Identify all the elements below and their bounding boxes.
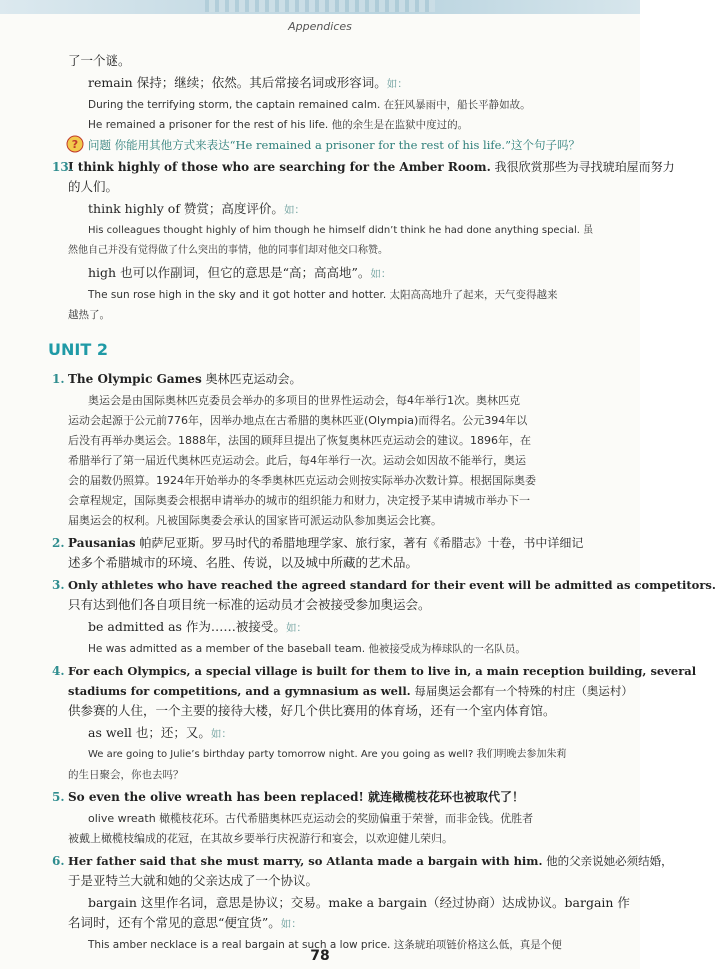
question-line: ? 问题 你能用其他方式来表达“He remained a prisoner for the rest of his life.”这个句子吗？ [88,136,580,154]
text-line: stadiums for competitions, and a gymnasium as well. 每届奥运会都有一个特殊的村庄（奥运村） [68,684,633,698]
running-header: Appendices [288,20,352,33]
vocab-line: high 也可以作副词，但它的意思是“高；高高地”。如： [88,265,392,280]
example-line: The sun rose high in the sky and it got hotter and hotter. 太阳高高地升了起来，天气变得越来 [88,289,558,301]
example-line: This amber necklace is a real bargain at such a low price. 这条琥珀项链价格这么低，真是个便 [88,939,562,951]
text-line: olive wreath 橄榄枝花环。古代希腊奥林匹克运动会的奖励偏重于荣誉，而非金钱。优胜者 [88,812,534,825]
example-line: 越热了。 [68,309,110,321]
svg-text:?: ? [71,138,79,151]
text-line: 只有达到他们各自项目统一标准的运动员才会被接受参加奥运会。 [68,597,431,612]
vocab-line: be admitted as 作为……被接受。如： [88,619,307,634]
example-line: His colleagues thought highly of him though he himself didn’t think he had done anything special. 虽 [88,225,594,236]
vocab-line: think highly of 赞赏；高度评价。如： [88,201,305,216]
entry-2: 2. Pausanias 帕萨尼亚斯。罗马时代的希腊地理学家、旅行家，著有《希腊志》十卷，书中详细记 [52,536,584,550]
example-line: During the terrifying storm, the captain remained calm. 在狂风暴雨中，船长平静如故。 [88,99,531,111]
entry-6: 6. Her father said that she must marry, so Atlanta made a bargain with him. 他的父亲说她必须结婚， [52,854,673,868]
vocab-line: as well 也；还；又。如： [88,725,232,740]
entry-5: 5. So even the olive wreath has been replaced! 就连橄榄枝花环也被取代了！ [52,790,524,804]
example-line: We are going to Julie’s birthday party tomorrow night. Are you going as well? 我们明晚去参加朱莉 [88,749,567,760]
example-line: 的生日聚会，你也去吗？ [68,769,184,781]
text-line: 会的届数仍照算。1924年开始举办的冬季奥林匹克运动会则按实际举办次数计算。根据国际奥委 [68,474,536,487]
entry-1: 1. The Olympic Games 奥林匹克运动会。 [52,372,302,386]
text-line: 供参赛的人住，一个主要的接待大楼，好几个供比赛用的体育场，还有一个室内体育馆。 [68,703,556,718]
text-line: 述多个希腊城市的环境、名胜、传说，以及城中所藏的艺术品。 [68,555,419,570]
question-mascot-icon [66,135,84,153]
text-line: 于是亚特兰大就和她的父亲达成了一个协议。 [68,873,319,888]
entry-3: 3. Only athletes who have reached the agreed standard for their event will be admitted as competitors. [52,578,716,592]
vocab-line: 名词时，还有个常见的意思“便宜货”。如： [68,915,302,930]
example-line: He remained a prisoner for the rest of his life. 他的余生是在监狱中度过的。 [88,119,469,131]
text-line: 会章程规定，国际奥委会根据申请举办的城市的组织能力和财力，决定授予某申请城市举办下一 [68,494,530,507]
unit-heading: UNIT 2 [48,340,108,359]
text-line: 了一个谜。 [68,53,131,68]
entry-4: 4. For each Olympics, a special village is built for them to live in, a main reception building, several [52,664,697,678]
page-number: 78 [310,948,330,964]
text-line: 运动会起源于公元前776年，因举办地点在古希腊的奥林匹亚(Olympia)而得名。公元394年以 [68,414,528,427]
vocab-line: bargain 这里作名词，意思是协议；交易。make a bargain（经过协商）达成协议。bargain 作 [88,895,630,910]
text-line: 被戴上橄榄枝编成的花冠，在其故乡要举行庆祝游行和宴会，以欢迎健儿荣归。 [68,832,453,845]
text-line: 希腊举行了第一届近代奥林匹克运动会。此后，每4年举行一次。运动会如因故不能举行，奥运 [68,454,526,467]
text-line: 后没有再举办奥运会。1888年，法国的顾拜旦提出了恢复奥林匹克运动会的建议。1896年，在 [68,434,531,447]
example-line: He was admitted as a member of the baseball team. 他被接受成为棒球队的一名队员。 [88,643,526,655]
text-line: 奥运会是由国际奥林匹克委员会举办的多项目的世界性运动会，每4年举行1次。奥林匹克 [88,394,520,407]
text-line: 的人们。 [68,179,119,194]
example-line: 然他自己并没有觉得做了什么突出的事情，他的同事们却对他交口称赞。 [68,245,388,256]
vocab-line: remain 保持；继续；依然。其后常接名词或形容词。如： [88,75,408,90]
text-line: 届奥运会的权利。凡被国际奥委会承认的国家皆可派运动队参加奥运会比赛。 [68,514,442,527]
header-band [0,0,640,14]
entry-13: 13. I think highly of those who are searching for the Amber Room. 我很欣赏那些为寻找琥珀屋而努力 [52,160,675,174]
